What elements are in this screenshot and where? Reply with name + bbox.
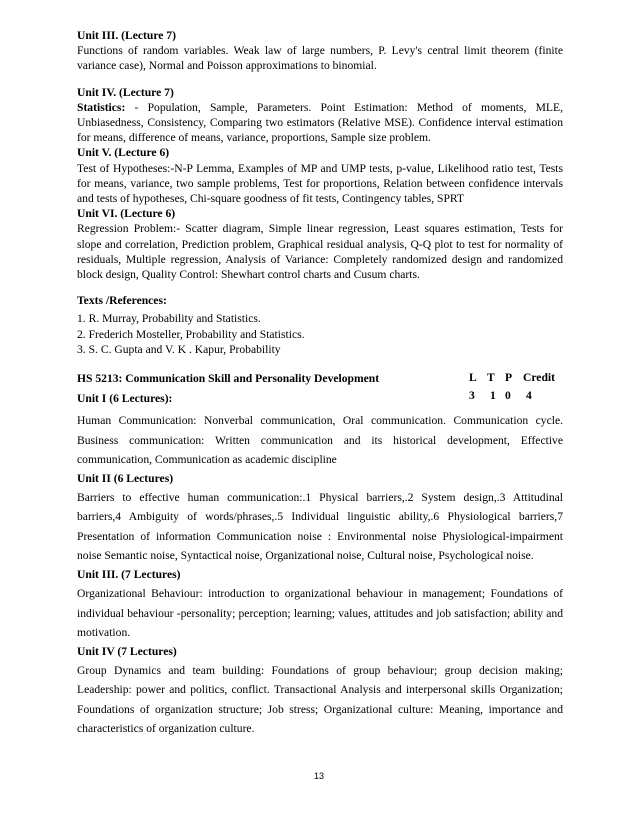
ltp-header-p: P <box>505 371 513 385</box>
ltp-value-p: 0 <box>505 388 511 402</box>
course-unit-1-body: Human Communication: Nonverbal communication, Oral communication. Communication cycle. Business communication: Written communication and its historical development, Effective communication, Communication as academic discipline <box>77 414 563 466</box>
course-unit-2-body: Barriers to effective human communication:.1 Physical barriers,.2 System design,.3 Attitudinal barriers,4 Ambiguity of words/phrases,.5 Individual linguistic ability,.6 Physiological barriers,7 Presentation of information Communication noise : Environmental noise Physiological-impairment noise Semantic noise, Syntactical noise, Organizational noise, Cultural noise, Psychological noise. <box>77 491 563 562</box>
ltp-value-l: 3 <box>469 388 475 402</box>
unit-6-body: Regression Problem:- Scatter diagram, Simple linear regression, Least squares estimation, Tests for slope and correlation, Prediction problem, Graphical residual analysis, Q-Q plot to test for normality of residuals, Multiple regression, Analysis of Variance: Completely randomized design and randomized block design, Quality Control: Shewhart control charts and Cusum charts. <box>77 222 563 282</box>
document-page <box>77 28 563 738</box>
unit-4-heading: Unit IV. (Lecture 7) <box>77 85 174 99</box>
ltp-header-l: L <box>469 371 477 385</box>
references-heading: Texts /References: <box>77 294 167 308</box>
course-unit-2-section <box>77 469 563 565</box>
course-unit-4-heading: Unit IV (7 Lectures) <box>77 644 177 658</box>
unit-6-heading: Unit VI. (Lecture 6) <box>77 207 176 221</box>
ltp-header-t: T <box>487 371 495 385</box>
course-unit-1-section <box>77 411 563 469</box>
unit-3-section <box>77 28 563 74</box>
unit-4-text: - Population, Sample, Parameters. Point Estimation: Method of moments, MLE, Unbiasedness, Consistency, Comparing two estimators (Relative MSE). Confidence interval estimation for means, difference of means, variance, proportions, Sample size problem. <box>77 100 563 145</box>
reference-item: 2. Frederich Mosteller, Probability and Statistics. <box>77 327 305 341</box>
course-unit-3-heading: Unit III. (7 Lectures) <box>77 568 181 582</box>
course-unit-1-heading: Unit I (6 Lectures): <box>77 392 173 406</box>
course-title: HS 5213: Communication Skill and Personality Development <box>77 372 380 386</box>
ltp-credit-table <box>469 371 563 406</box>
ltp-value-t: 1 <box>490 388 496 402</box>
course-header <box>77 371 563 406</box>
course-unit-3-body: Organizational Behaviour: introduction to organizational behaviour in management; Foundations of individual behaviour -personality; perception; learning; values, attitudes and job satisfaction; ability and motivation. <box>77 587 563 639</box>
ltp-value-credit: 4 <box>526 388 532 402</box>
course-unit-4-body: Group Dynamics and team building: Foundations of group behaviour; group decision making; Leadership: power and politics, conflict. Transactional Analysis and interpersonal skills Organization; Foundations of organization structure; Job stress; Organizational culture: Meaning, importance and characteristics of organization culture. <box>77 664 563 735</box>
unit-4-body <box>77 100 563 146</box>
unit-4-section <box>77 85 563 146</box>
ltp-header-credit: Credit <box>523 371 555 385</box>
unit-3-body: Functions of random variables. Weak law of large numbers, P. Levy's central limit theorem (finite variance case), Normal and Poisson approximations to binomial. <box>77 44 563 73</box>
unit-4-lead: Statistics: <box>77 100 126 114</box>
references-section <box>77 293 563 357</box>
unit-5-body: Test of Hypotheses:-N-P Lemma, Examples of MP and UMP tests, p-value, Likelihood ratio test, Tests for means, variance, two sample problems, Test for proportions, Relation between confidence intervals and tests of hypotheses, Chi-square goodness of fit tests, Contingency tables, SPRT <box>77 161 563 206</box>
reference-item: 3. S. C. Gupta and V. K . Kapur, Probability <box>77 342 281 356</box>
reference-item: 1. R. Murray, Probability and Statistics. <box>77 312 261 326</box>
unit-5-heading: Unit V. (Lecture 6) <box>77 146 170 160</box>
course-unit-3-section <box>77 565 563 642</box>
page-number: 13 <box>313 771 324 781</box>
unit-3-heading: Unit III. (Lecture 7) <box>77 29 176 42</box>
course-unit-4-section <box>77 642 563 738</box>
unit-5-section <box>77 145 563 206</box>
course-unit-2-heading: Unit II (6 Lectures) <box>77 472 174 486</box>
unit-6-section <box>77 206 563 282</box>
